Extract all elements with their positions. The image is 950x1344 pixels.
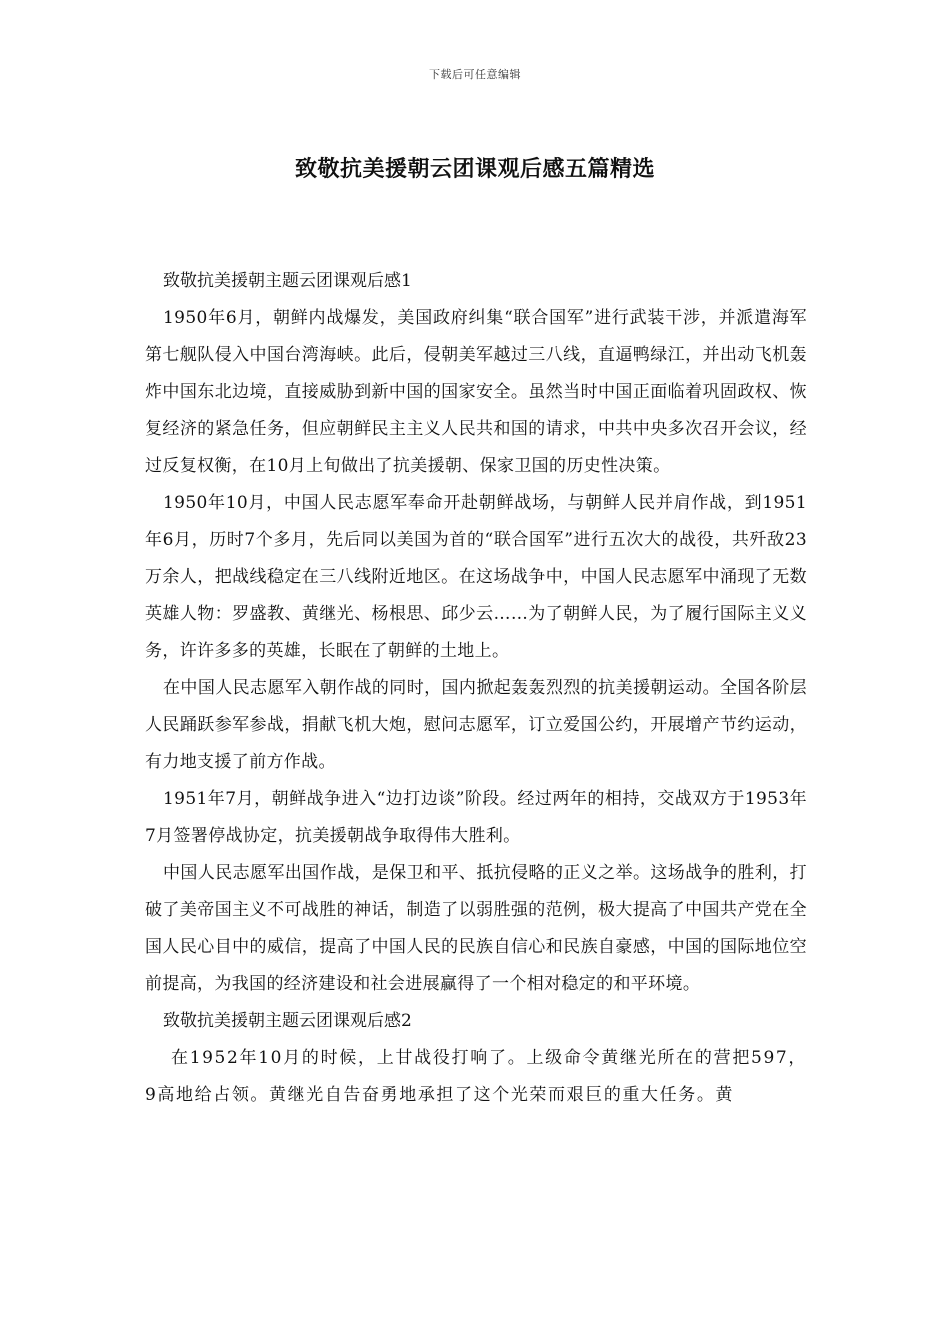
document-body xyxy=(145,263,807,1114)
header-note: 下载后可任意编辑 xyxy=(429,68,521,81)
paragraph: 在中国人民志愿军入朝作战的同时，国内掀起轰轰烈烈的抗美援朝运动。全国各阶层人民踊跃参军参战，捐献飞机大炮，慰问志愿军，订立爱国公约，开展增产节约运动，有力地支援了前方作战。 xyxy=(145,678,807,772)
paragraph: 1950年6月，朝鲜内战爆发，美国政府纠集“联合国军”进行武装干涉，并派遣海军第七舰队侵入中国台湾海峡。此后，侵朝美军越过三八线，直逼鸭绿江，并出动飞机轰炸中国东北边境，直接威胁到新中国的国家安全。虽然当时中国正面临着巩固政权、恢复经济的紧急任务，但应朝鲜民主主义人民共和国的请求，中共中央多次召开会议，经过反复权衡，在10月上旬做出了抗美援朝、保家卫国的历史性决策。 xyxy=(145,308,807,476)
paragraph: 1951年7月，朝鲜战争进入“边打边谈”阶段。经过两年的相持，交战双方于1953年7月签署停战协定，抗美援朝战争取得伟大胜利。 xyxy=(145,789,807,846)
section-heading-1: 致敬抗美援朝主题云团课观后感1 xyxy=(163,271,412,291)
paragraph: 在1952年10月的时候，上甘战役打响了。上级命令黄继光所在的营把597，9高地给占领。黄继光自告奋勇地承担了这个光荣而艰巨的重大任务。黄 xyxy=(145,1048,807,1105)
document-title: 致敬抗美援朝云团课观后感五篇精选 xyxy=(294,156,655,182)
paragraph: 1950年10月，中国人民志愿军奉命开赴朝鲜战场，与朝鲜人民并肩作战，到1951年6月，历时7个多月，先后同以美国为首的“联合国军”进行五次大的战役，共歼敌23万余人，把战线稳定在三八线附近地区。在这场战争中，中国人民志愿军中涌现了无数英雄人物：罗盛教、黄继光、杨根思、邱少云……为了朝鲜人民，为了履行国际主义义务，许许多多的英雄，长眠在了朝鲜的土地上。 xyxy=(145,493,807,661)
section-heading-2: 致敬抗美援朝主题云团课观后感2 xyxy=(163,1011,412,1031)
paragraph: 中国人民志愿军出国作战，是保卫和平、抵抗侵略的正义之举。这场战争的胜利，打破了美帝国主义不可战胜的神话，制造了以弱胜强的范例，极大提高了中国共产党在全国人民心目中的威信，提高了中国人民的民族自信心和民族自豪感，中国的国际地位空前提高，为我国的经济建设和社会进展赢得了一个相对稳定的和平环境。 xyxy=(145,863,807,994)
